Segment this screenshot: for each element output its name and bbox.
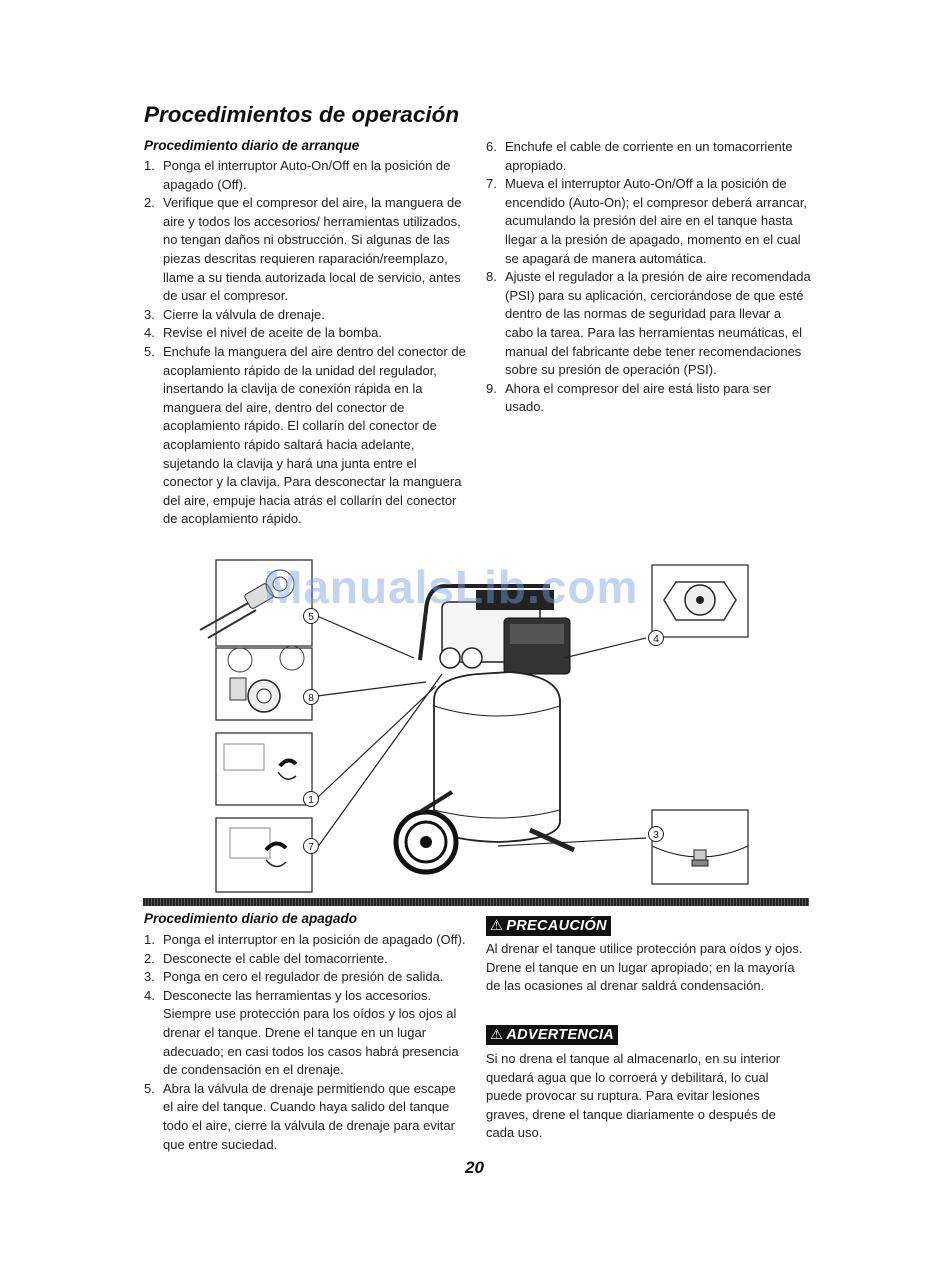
page-title: Procedimientos de operación <box>144 102 460 127</box>
list-item: 1. Ponga el interruptor Auto-On/Off en la posición de apagado (Off). <box>144 158 451 192</box>
callout-3 <box>649 827 664 842</box>
callout-4 <box>649 631 664 646</box>
section-divider <box>143 898 809 906</box>
detail-box-7 <box>216 818 312 892</box>
svg-text:1: 1 <box>308 795 314 806</box>
list-item: 6. Enchufe el cable de corriente en un tomacorriente apropiado. <box>486 139 793 173</box>
caution-text: Al drenar el tanque utilice protección para oídos y ojos. Drene el tanque en un lugar apropiado; en la mayoría de las ocasiones al drenar saldrá condensación. <box>486 941 803 994</box>
callout-7 <box>304 839 319 854</box>
list-item: 5. Abra la válvula de drenaje permitiendo que escape el aire del tanque. Cuando haya salido del tanque todo el aire, cierre la válvula de drenaje para evitar que entre suciedad. <box>144 1080 456 1152</box>
shutdown-steps <box>144 931 466 1154</box>
svg-text:7: 7 <box>308 842 314 853</box>
svg-text:4: 4 <box>653 634 659 645</box>
warning-triangle-icon: ⚠ <box>490 1027 504 1043</box>
svg-text:8: 8 <box>308 693 314 704</box>
warning-triangle-icon: ⚠ <box>490 918 504 934</box>
callout-1 <box>304 792 319 807</box>
startup-steps-right <box>486 138 812 417</box>
detail-box-3 <box>652 810 748 884</box>
list-item: 2. Desconecte el cable del tomacorriente. <box>144 950 388 966</box>
startup-heading: Procedimiento diario de arranque <box>144 138 360 153</box>
callout-8 <box>304 690 319 705</box>
warning-badge: ⚠ ADVERTENCIA <box>486 1025 618 1045</box>
watermark: ManualsLib.com <box>264 561 639 613</box>
list-item: 9. Ahora el compresor del aire está listo para ser usado. <box>486 380 771 415</box>
compressor-body <box>396 586 574 872</box>
svg-text:3: 3 <box>653 830 659 841</box>
caution-badge: ⚠ PRECAUCIÓN <box>486 916 611 936</box>
list-item: 2. Verifique que el compresor del aire, la manguera de aire y todos los accesorios/ herramientas utilizados, no tengan daños ni obstrucción. Si algunas de las piezas descritas requieren raparación/reemplazo, llame a su tienda autorizada local de servicio, antes de usar el compresor. <box>144 195 462 304</box>
list-item: 4. Revise el nivel de aceite de la bomba. <box>144 325 382 341</box>
detail-box-8 <box>216 646 312 720</box>
svg-text:5: 5 <box>308 612 314 623</box>
shutdown-heading: Procedimiento diario de apagado <box>144 911 358 926</box>
page-number: 20 <box>465 1158 484 1177</box>
warning-text: Si no drena el tanque al almacenarlo, en su interior quedará agua que lo corroerá y debilitará, lo cual puede provocar su ruptura. Para evitar lesiones graves, drene el tanque diariamente o después de cada uso. <box>486 1051 781 1141</box>
startup-steps-left <box>144 157 466 529</box>
detail-box-1 <box>216 733 312 805</box>
list-item: 4. Desconecte las herramientas y los accesorios. Siempre use protección para los oídos y los ojos al drenar el tanque. Drene el tanque en un lugar adecuado; en casi todos los casos habrá presencia de condensación en el drenaje. <box>144 987 459 1078</box>
list-item: 3. Ponga en cero el regulador de presión de salida. <box>144 969 444 985</box>
list-item: 7. Mueva el interruptor Auto-On/Off a la posición de encendido (Auto-On); el compresor deberá arrancar, acumulando la presión del aire en el tanque hasta llegar a la presión de apagado, momento en el cual se apagará de manera automática. <box>486 176 808 266</box>
list-item: 1. Ponga el interruptor en la posición de apagado (Off). <box>144 932 466 947</box>
list-item: 3. Cierre la válvula de drenaje. <box>144 306 325 322</box>
list-item: 8. Ajuste el regulador a la presión de aire recomendada (PSI) para su aplicación, cerciorándose de que esté dentro de las normas de seguridad para llevar a cabo la tarea. Para las herramientas neumáticas, el manual del fabricante debe tener recomendaciones sobre su presión de operación (PSI). <box>486 269 811 378</box>
list-item: 5. Enchufe la manguera del aire dentro del conector de acoplamiento rápido de la unidad del regulador, insertando la clavija de conexión rápida en la manguera del aire, dentro del conector de acoplamiento rápido. El collarín del conector de acoplamiento rápido saltará hacia adelante, sujetando la clavija y hará una junta entre el conector y la clavija. Para desconectar la manguera del aire, empuje hacia atrás el collarín del conector de acoplamiento rápido. <box>144 343 466 527</box>
detail-box-4 <box>652 565 748 637</box>
